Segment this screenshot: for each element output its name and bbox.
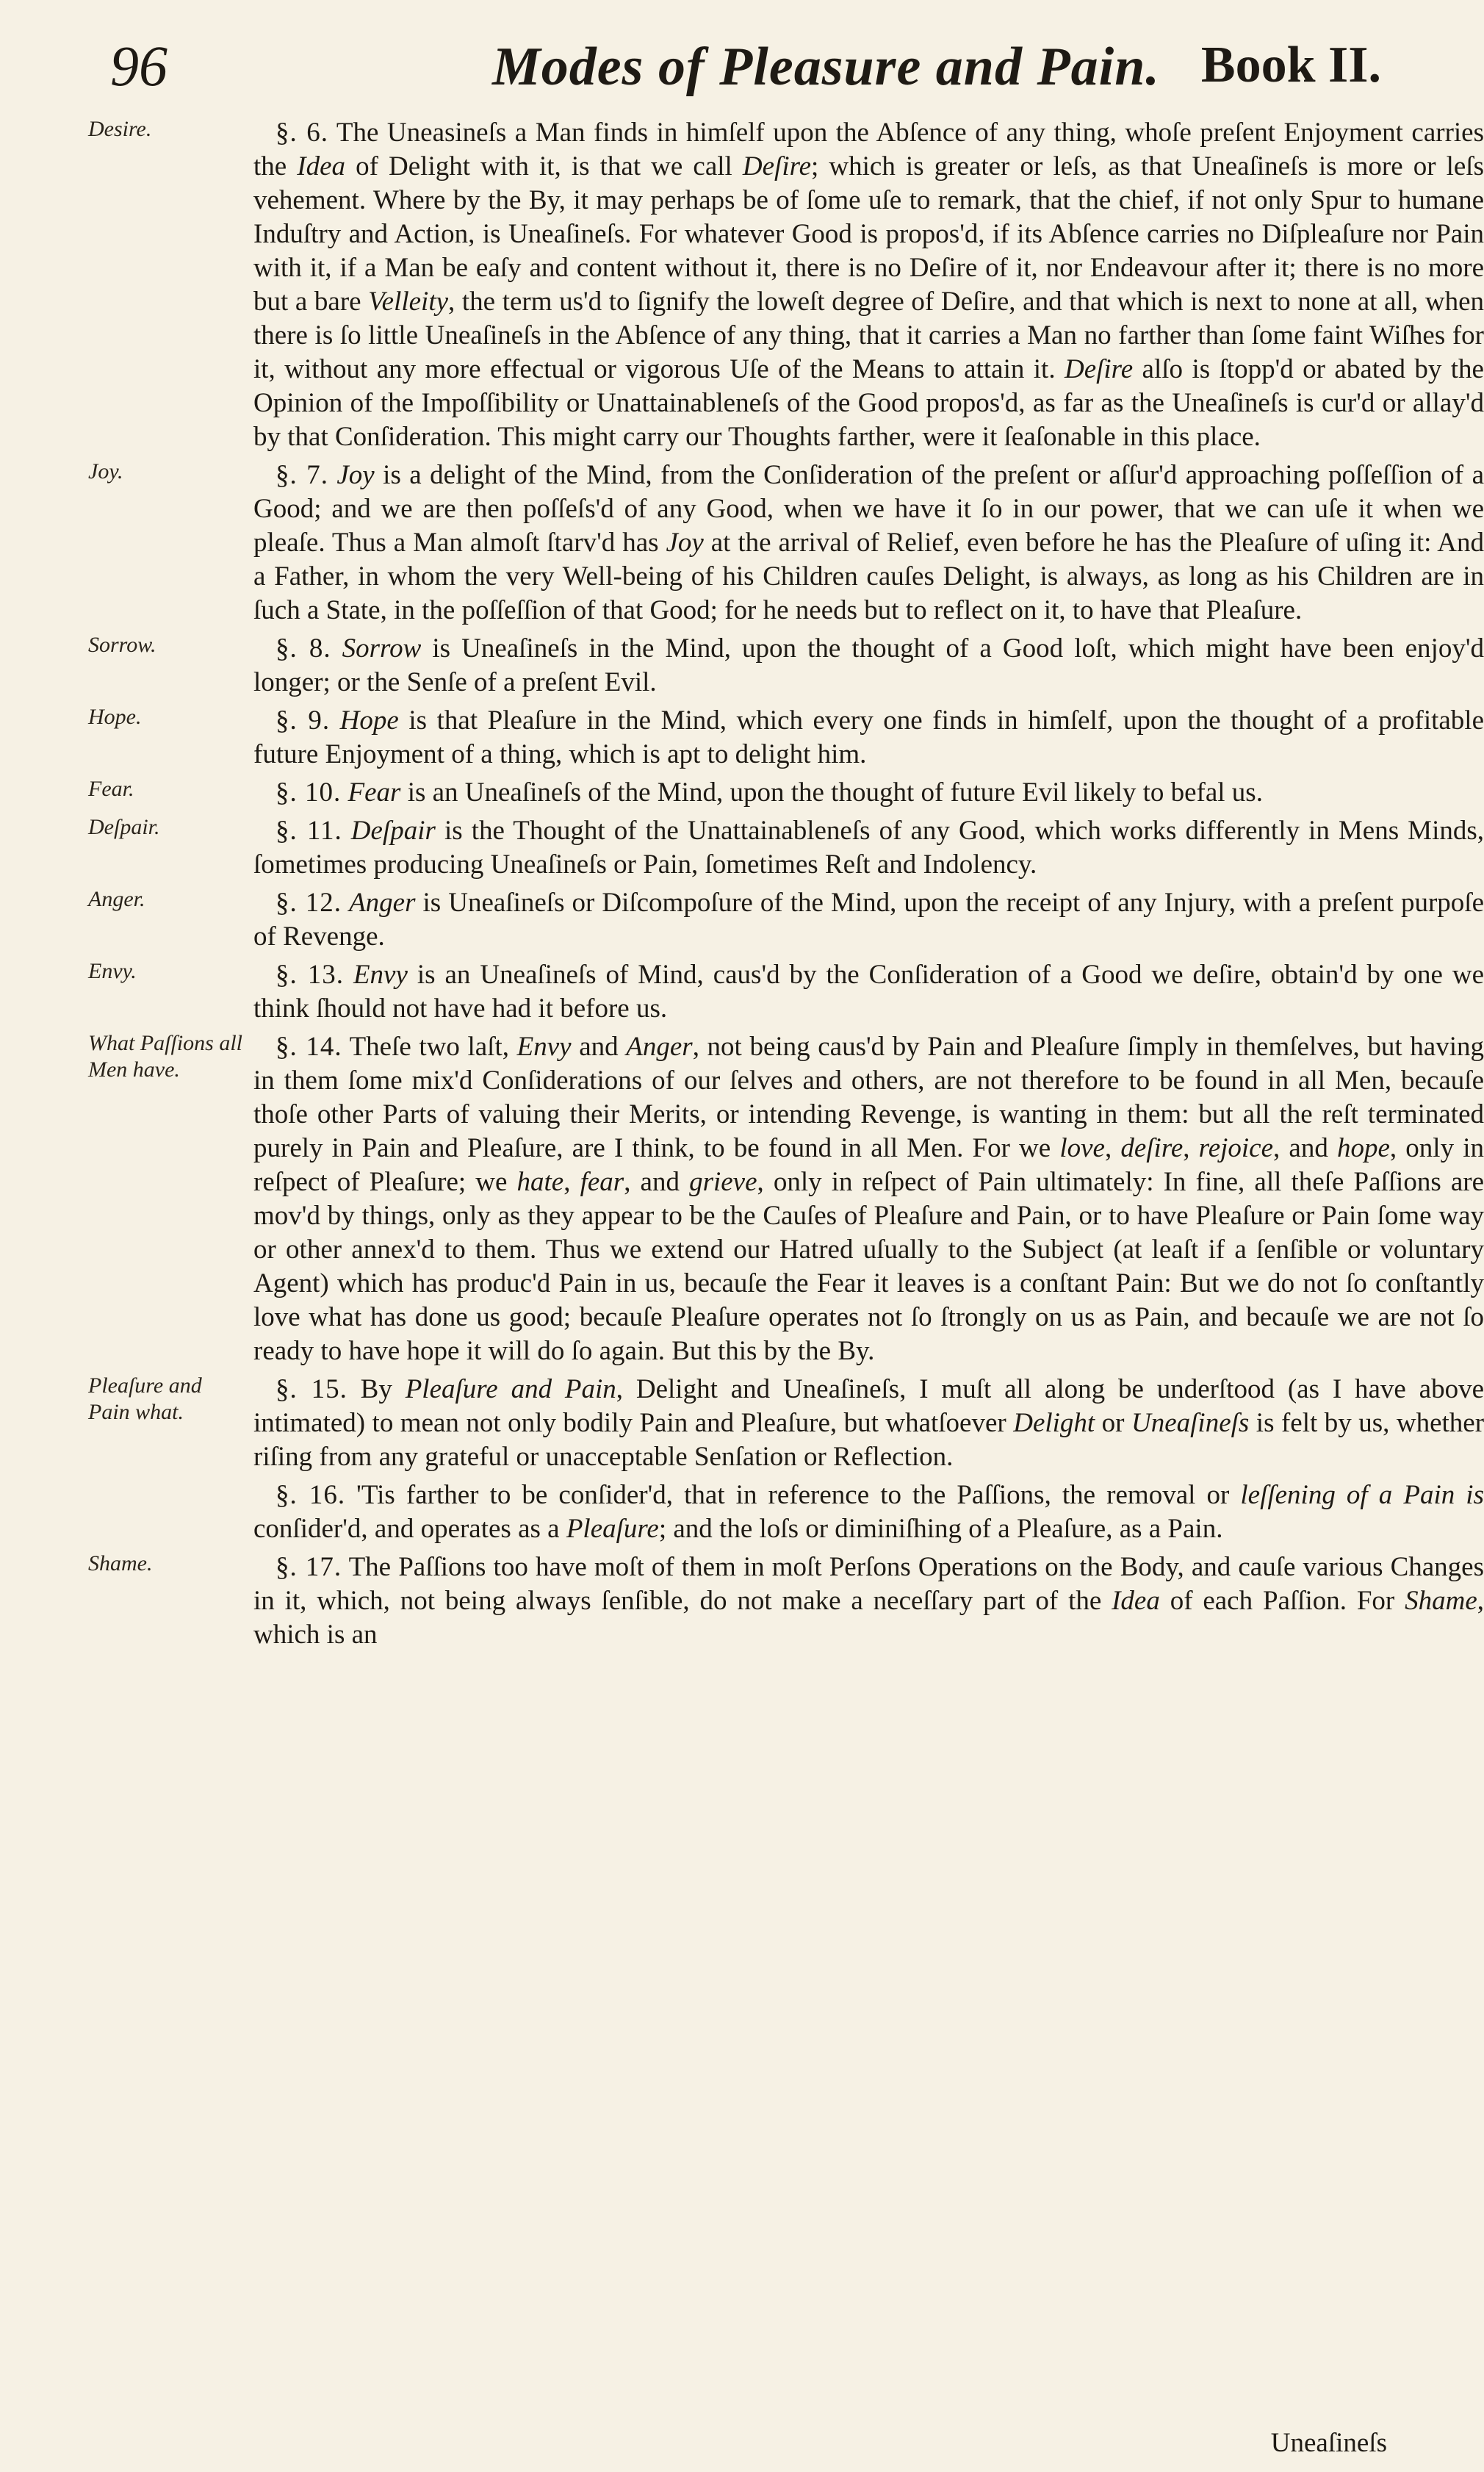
paragraph-text: §. 17. The Paſſions too have moſt of them in moſt Perſons Operations on the Body, and cauſe various Changes in it, which, not being always ſenſible, do not make a neceſſary part of the Idea of each Paſſion. For Shame, which is an	[253, 1552, 1484, 1650]
section-paragraph	[88, 886, 1484, 954]
paragraph-text: §. 10. Fear is an Uneaſineſs of the Mind, upon the thought of future Evil likely to befal us.	[275, 777, 1263, 808]
paragraph-text: §. 7. Joy is a delight of the Mind, from the Conſideration of the preſent or aſſur'd approaching poſſeſſion of a Good; and we are then poſſeſs'd of any Good, when we have it ſo in our power, that we can uſe it when we pleaſe. Thus a Man almoſt ſtarv'd has Joy at the arrival of Relief, even before he has the Pleaſure of uſing it: And a Father, in whom the very Well-being of his Children cauſes Delight, is always, as long as his Children are in ſuch a State, in the poſſeſſion of that Good; for he needs but to reflect on it, to have that Pleaſure.	[253, 460, 1484, 625]
page-body	[88, 116, 1484, 2438]
margin-note: Fear.	[88, 777, 134, 801]
section-paragraph	[88, 1551, 1484, 1652]
section-paragraph	[88, 116, 1484, 454]
margin-note: Deſpair.	[88, 815, 160, 839]
section-paragraph	[88, 776, 1396, 810]
paragraph-text: §. 13. Envy is an Uneaſineſs of Mind, caus'd by the Conſideration of a Good we deſire, obtain'd by one we think ſhould not have had it before us.	[253, 960, 1484, 1024]
section-paragraph	[88, 632, 1484, 700]
margin-note: Sorrow.	[88, 633, 156, 657]
page-header	[110, 26, 1388, 107]
margin-note: Desire.	[88, 117, 152, 141]
section-paragraph	[88, 814, 1484, 882]
paragraph-text: §. 9. Hope is that Pleaſure in the Mind, which every one finds in himſelf, upon the thought of a profitable future Enjoyment of a thing, which is apt to delight him.	[253, 705, 1484, 769]
paragraph-text: §. 12. Anger is Uneaſineſs or Diſcompoſure of the Mind, upon the receipt of any Injury, with a preſent purpoſe of Revenge.	[253, 888, 1484, 952]
section-paragraph	[88, 459, 1484, 628]
page-number: 96	[110, 34, 168, 98]
section-paragraph	[88, 1373, 1484, 1474]
margin-note: What Paſſions all Men have.	[88, 1031, 242, 1082]
section-paragraph	[88, 1478, 1484, 1546]
margin-note: Hope.	[88, 705, 142, 729]
paragraph-text: §. 14. Theſe two laſt, Envy and Anger, not being caus'd by Pain and Pleaſure ſimply in themſelves, but having in them ſome mix'd Conſiderations of our ſelves and others, are not therefore to be found in all Men, becauſe thoſe other Parts of valuing their Merits, or intending Revenge, is wanting in them: but all the reſt terminated purely in Pain and Pleaſure, are I think, to be found in all Men. For we love, deſire, rejoice, and hope, only in reſpect of Pleaſure; we hate, fear, and grieve, only in reſpect of Pain ultimately: In fine, all theſe Paſſions are mov'd by things, only as they appear to be the Cauſes of Pleaſure and Pain, or to have Pleaſure or Pain ſome way or other annex'd to them. Thus we extend our Hatred uſually to the Subject (at leaſt if a ſenſible or voluntary Agent) which has produc'd Pain in us, becauſe the Fear it leaves is a conſtant Pain: But we do not ſo conſtantly love what has done us good; becauſe Pleaſure operates not ſo ſtrongly on us as Pain, and becauſe we are not ſo ready to have hope it will do ſo again. But this by the By.	[253, 1032, 1484, 1366]
section-paragraph	[88, 958, 1484, 1026]
margin-note: Joy.	[88, 459, 123, 484]
paragraph-text: §. 11. Deſpair is the Thought of the Unattainableneſs of any Good, which works differently in Mens Minds, ſometimes producing Uneaſineſs or Pain, ſometimes Reſt and Indolency.	[253, 816, 1484, 880]
paragraph-text: §. 15. By Pleaſure and Pain, Delight and Uneaſineſs, I muſt all along be underſtood (as I have above intimated) to mean not only bodily Pain and Pleaſure, but whatſoever Delight or Uneaſineſs is felt by us, whether riſing from any grateful or unacceptable Senſation or Reflection.	[253, 1374, 1484, 1472]
running-title: Modes of Pleasure and Pain.	[492, 37, 1160, 97]
paragraph-text: §. 16. 'Tis farther to be conſider'd, that in reference to the Paſſions, the removal or leſſening of a Pain is conſider'd, and operates as a Pleaſure; and the loſs or diminiſhing of a Pleaſure, as a Pain.	[253, 1480, 1484, 1544]
book-label: Book II.	[1200, 37, 1381, 93]
margin-note: Shame.	[88, 1551, 153, 1575]
margin-note: Envy.	[88, 959, 137, 983]
catchword: Uneaſineſs	[1270, 2428, 1387, 2458]
section-paragraph	[88, 1030, 1484, 1368]
paragraph-text: §. 8. Sorrow is Uneaſineſs in the Mind, upon the thought of a Good loſt, which might have been enjoy'd longer; or the Senſe of a preſent Evil.	[253, 633, 1484, 697]
margin-note: Pleaſure and Pain what.	[88, 1373, 202, 1424]
section-paragraph	[88, 704, 1484, 772]
paragraph-text: §. 6. The Uneasineſs a Man finds in himſelf upon the Abſence of any thing, whoſe preſent Enjoyment carries the Idea of Delight with it, is that we call Deſire; which is greater or leſs, as that Uneaſineſs is more or leſs vehement. Where by the By, it may perhaps be of ſome uſe to remark, that the chief, if not only Spur to humane Induſtry and Action, is Uneaſineſs. For whatever Good is propos'd, if its Abſence carries no Diſpleaſure nor Pain with it, if a Man be eaſy and content without it, there is no Deſire of it, nor Endeavour after it; there is no more but a bare Velleity, the term us'd to ſignify the loweſt degree of Deſire, and that which is next to none at all, when there is ſo little Uneaſineſs in the Abſence of any thing, that it carries a Man no farther than ſome faint Wiſhes for it, without any more effectual or vigorous Uſe of the Means to attain it. Deſire alſo is ſtopp'd or abated by the Opinion of the Impoſſibility or Unattainableneſs of the Good propos'd, as far as the Uneaſineſs is cur'd or allay'd by that Conſideration. This might carry our Thoughts farther, were it ſeaſonable in this place.	[253, 118, 1484, 452]
margin-note: Anger.	[88, 887, 145, 911]
